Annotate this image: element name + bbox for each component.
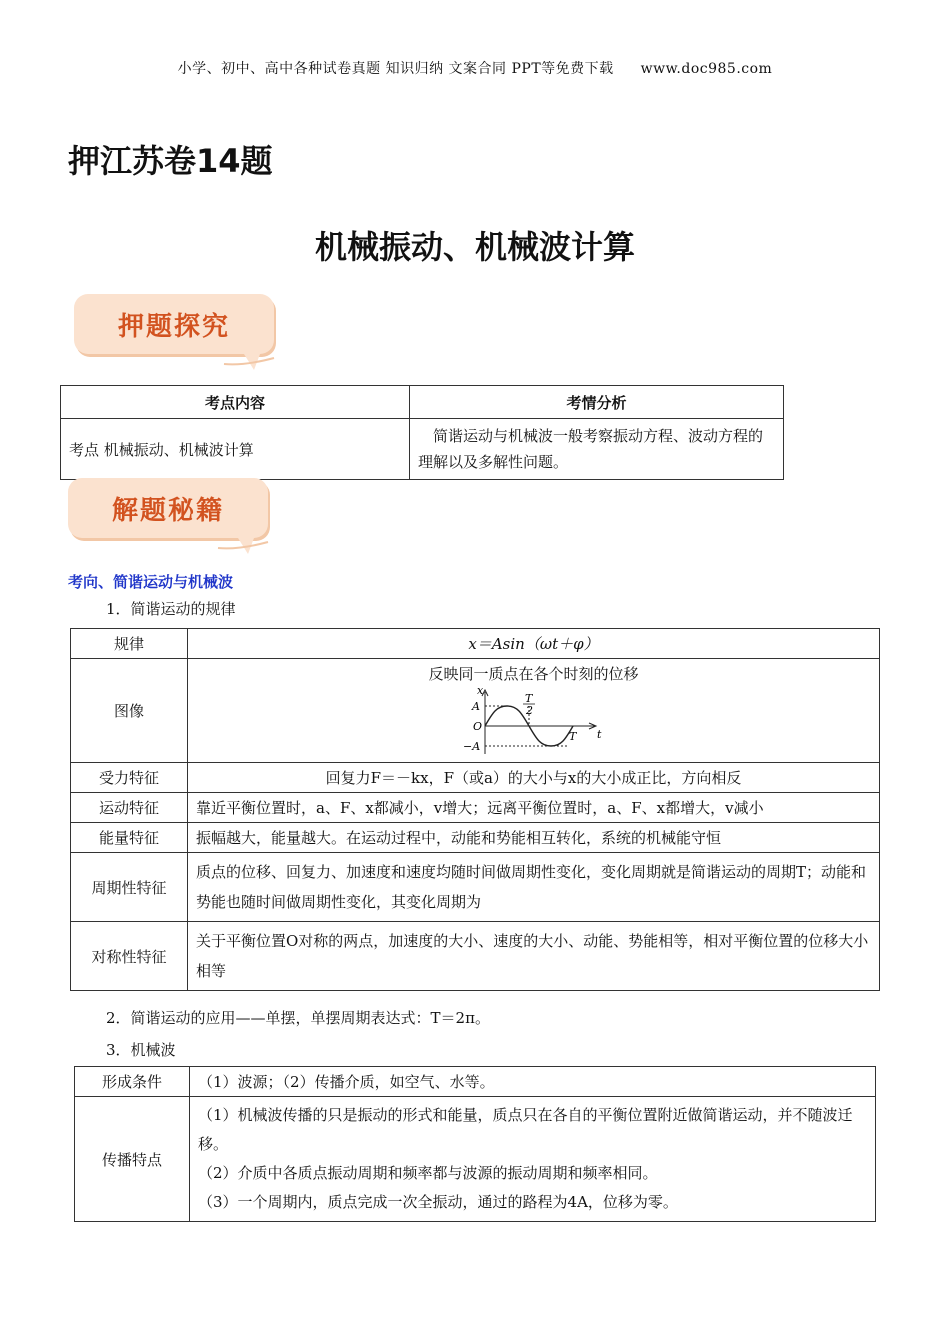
periodicity-label: 周期性特征 [71, 853, 188, 922]
graph-negA-label: −A [462, 740, 480, 753]
item-1-heading: 1．简谐运动的规律 [106, 600, 236, 618]
periodicity-value: 质点的位移、回复力、加速度和速度均随时间做周期性变化，变化周期就是简谐运动的周期T；动能和势能也随时间做周期性变化，其变化周期为 [188, 853, 880, 922]
graph-label: 图像 [71, 659, 188, 763]
motion-label: 运动特征 [71, 793, 188, 823]
motion-value: 靠近平衡位置时，a、F、x都减小，v增大；远离平衡位置时，a、F、x都增大，v减小 [188, 793, 880, 823]
propagation-point-3: （3）一个周期内，质点完成一次全振动，通过的路程为4A，位移为零。 [198, 1193, 678, 1211]
header-site: www.doc985.com [640, 61, 773, 77]
page-header [0, 58, 950, 78]
propagation-label: 传播特点 [75, 1097, 190, 1222]
banner-exploration [74, 294, 274, 354]
graph-x-label: x [476, 688, 483, 697]
wave-table [74, 1066, 876, 1222]
header-text: 小学、初中、高中各种试卷真题 知识归纳 文案合同 PPT等免费下载 [177, 61, 614, 77]
analysis-col-header: 考情分析 [410, 386, 784, 419]
graph-T-label: T [568, 730, 576, 743]
section-title: 考向、简谐运动与机械波 [68, 573, 234, 591]
force-label: 受力特征 [71, 763, 188, 793]
graph-half-T-den: 2 [525, 704, 533, 717]
propagation-point-1: （1）机械波传播的只是振动的形式和能量，质点只在各自的平衡位置附近做简谐运动，并不随波迁移。 [198, 1106, 853, 1153]
document-title: 机械振动、机械波计算 [314, 228, 635, 266]
graph-t-label: t [596, 728, 601, 741]
rule-value: x＝Asin（ωt＋φ） [188, 629, 880, 659]
symmetry-label: 对称性特征 [71, 922, 188, 991]
sine-graph [459, 688, 609, 758]
analysis-cell: 简谐运动与机械波一般考察振动方程、波动方程的理解以及多解性问题。 [410, 419, 784, 480]
graph-half-T-num: T [524, 692, 532, 705]
force-value: 回复力F＝－kx，F（或a）的大小与x的大小成正比，方向相反 [188, 763, 880, 793]
exam-title: 押江苏卷14题 [68, 142, 273, 180]
shm-rules-table [70, 628, 880, 991]
formation-value: （1）波源；（2）传播介质，如空气、水等。 [190, 1067, 876, 1097]
energy-label: 能量特征 [71, 823, 188, 853]
banner-exploration-label: 押题探究 [117, 311, 230, 342]
energy-value: 振幅越大，能量越大。在运动过程中，动能和势能相互转化，系统的机械能守恒 [188, 823, 880, 853]
topic-cell: 考点 机械振动、机械波计算 [61, 419, 410, 480]
topic-col-header: 考点内容 [61, 386, 410, 419]
banner-tips-label: 解题秘籍 [111, 495, 224, 526]
graph-A-label: A [471, 700, 480, 713]
propagation-point-2: （2）介质中各质点振动周期和频率都与波源的振动周期和频率相同。 [198, 1164, 658, 1182]
banner-tips [68, 478, 268, 538]
topic-table [60, 385, 784, 480]
rule-label: 规律 [71, 629, 188, 659]
formation-label: 形成条件 [75, 1067, 190, 1097]
graph-O-label: O [472, 720, 482, 733]
item-3-heading: 3．机械波 [106, 1041, 176, 1059]
symmetry-value: 关于平衡位置O对称的两点，加速度的大小、速度的大小、动能、势能相等，相对平衡位置的位移大小相等 [188, 922, 880, 991]
item-2-pendulum: 2．简谐运动的应用——单摆，单摆周期表达式：T＝2π。 [106, 1009, 490, 1027]
graph-caption: 反映同一质点在各个时刻的位移 [428, 665, 639, 683]
